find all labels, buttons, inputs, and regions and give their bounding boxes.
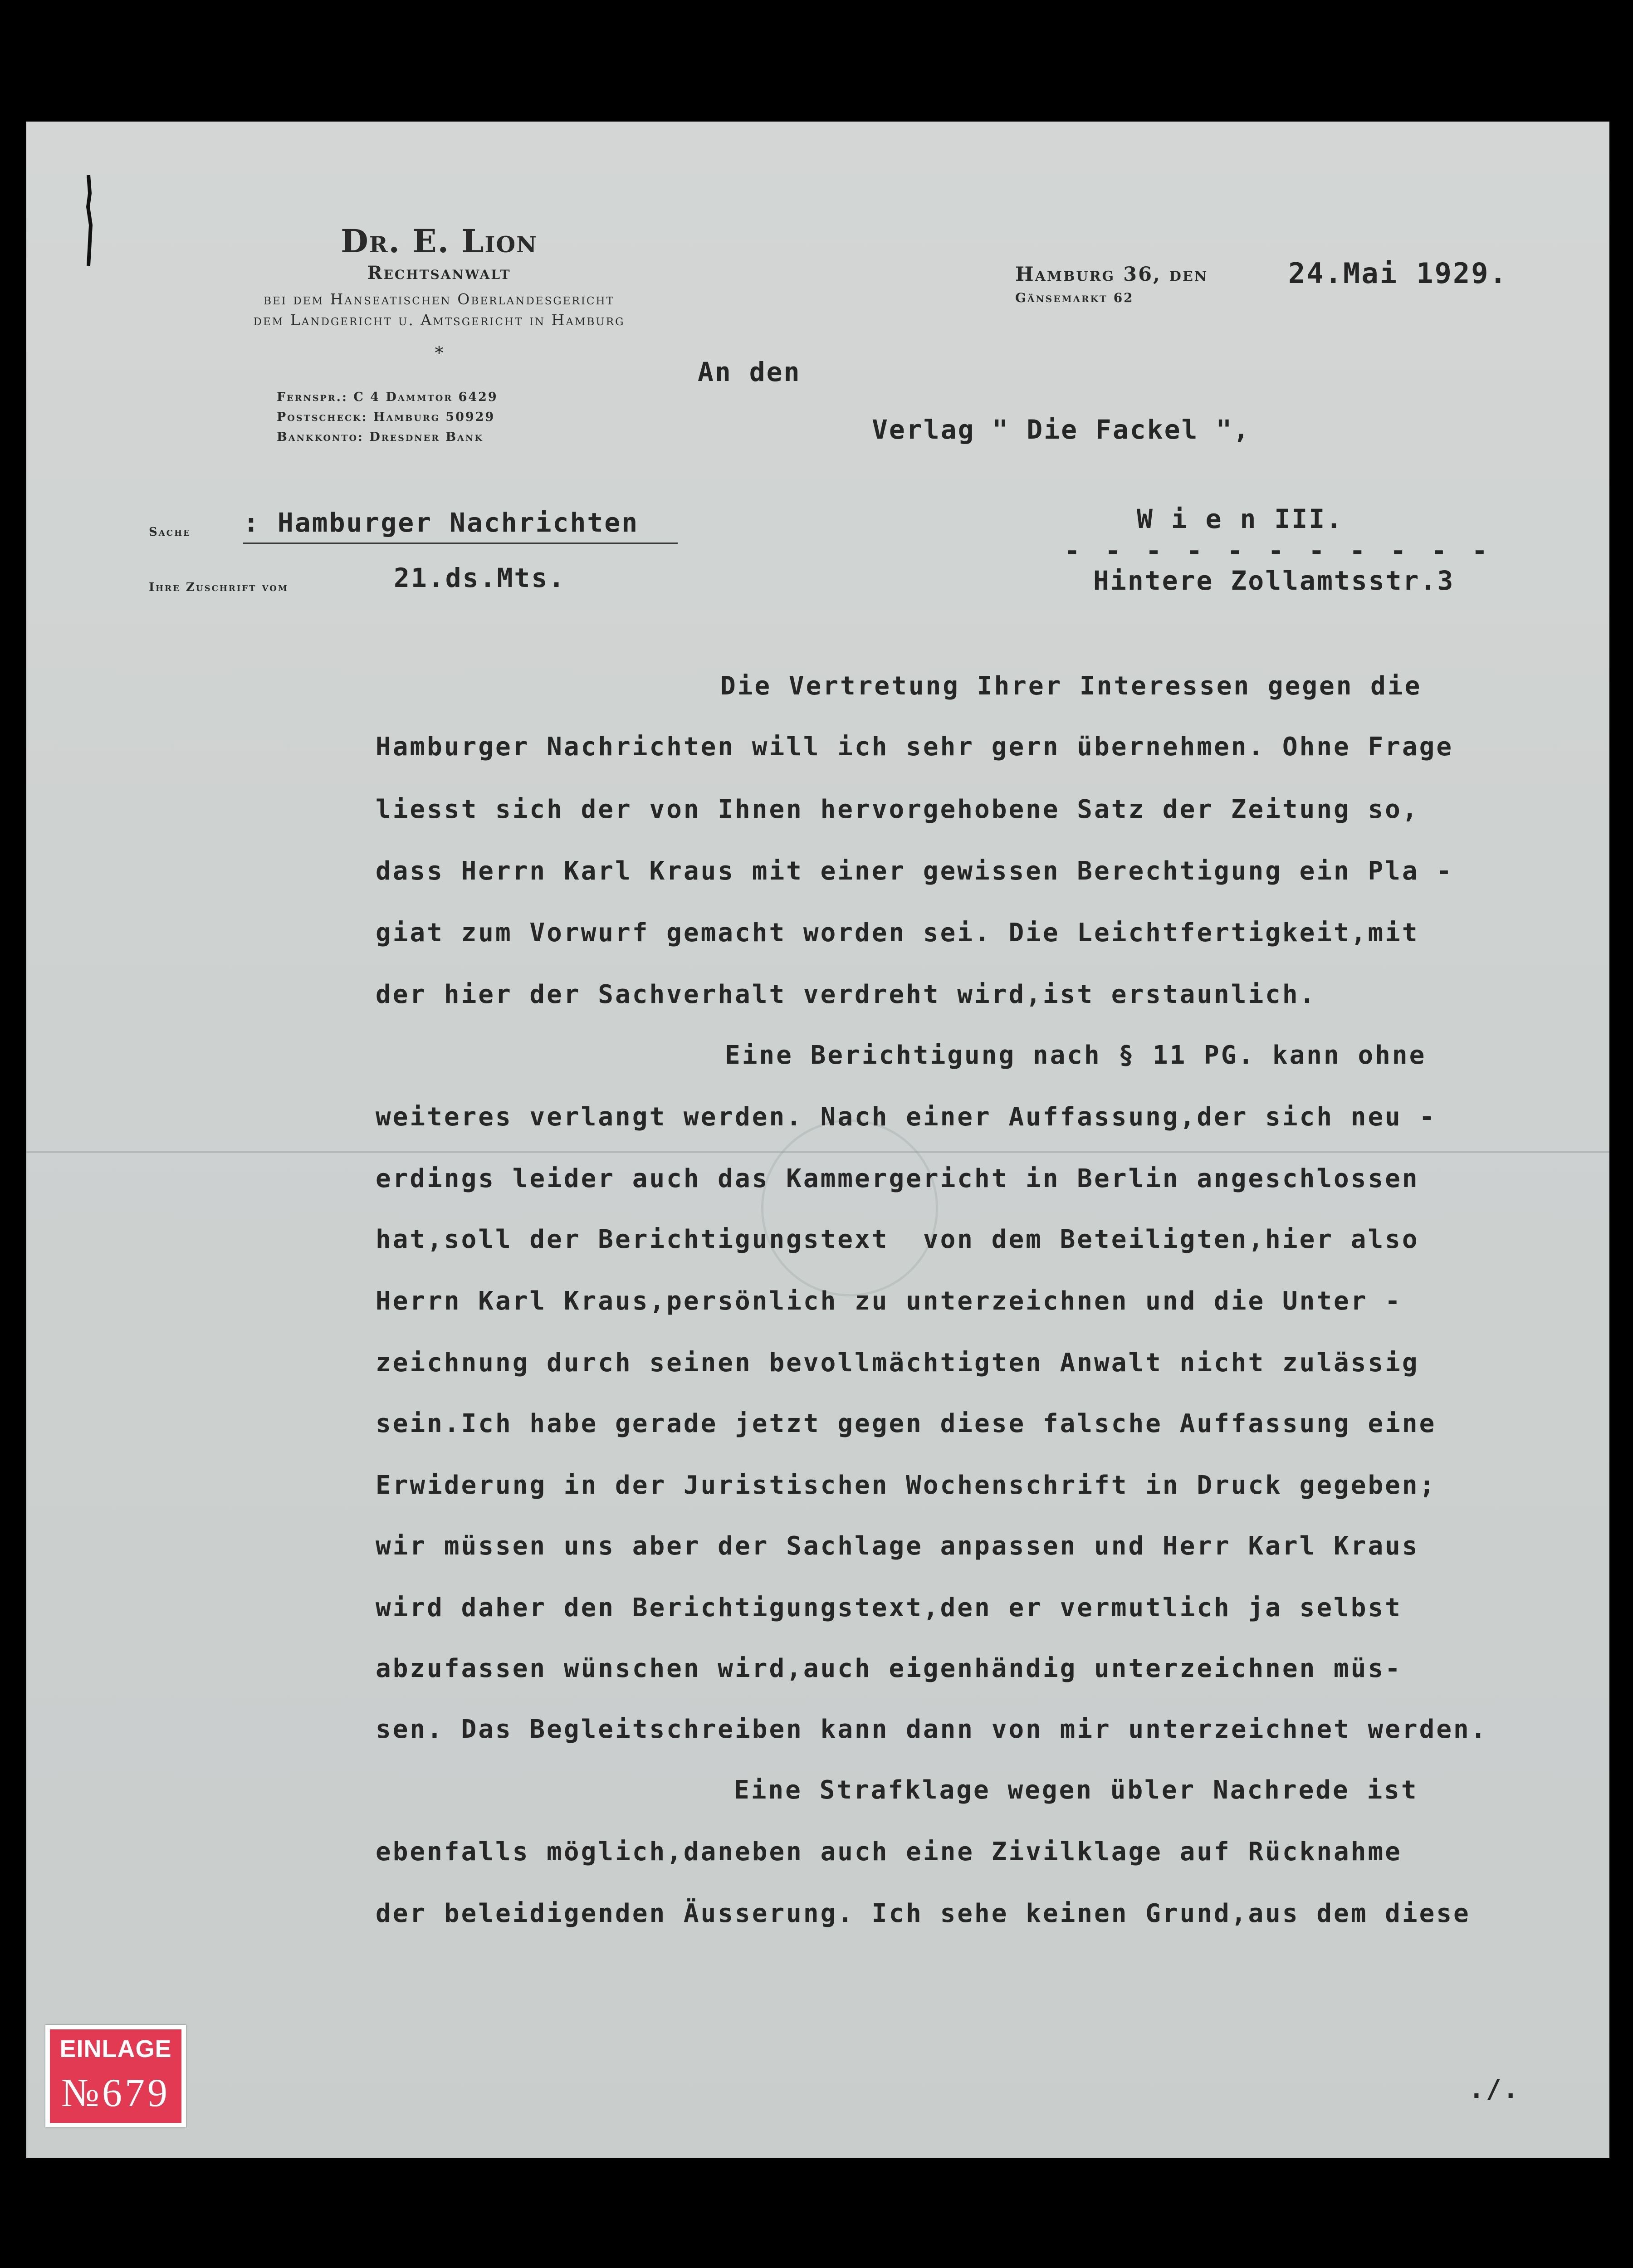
body-line: Erwiderung in der Juristischen Wochenschrift in Druck gegeben; <box>376 1471 1437 1500</box>
body-line: Die Vertretung Ihrer Interessen gegen die <box>720 671 1422 701</box>
body-line: Eine Strafklage wegen übler Nachrede ist <box>734 1775 1418 1805</box>
sender-street: Gänsemarkt 62 <box>1015 290 1134 305</box>
body-line: sen. Das Begleitschreiben kann dann von mir unterzeichnet werden. <box>376 1715 1488 1744</box>
archive-label-inner <box>50 2029 181 2123</box>
recipient-street: Hintere Zollamtsstr.3 <box>1093 565 1455 596</box>
body-line: wir müssen uns aber der Sachlage anpassen und Herr Karl Kraus <box>376 1531 1419 1561</box>
sender-court-line-2: dem Landgericht u. Amtsgericht in Hamburg <box>253 311 625 329</box>
body-line: sein.Ich habe gerade jetzt gegen diese falsche Auffassung eine <box>376 1409 1437 1438</box>
letterhead-star: * <box>435 343 444 363</box>
recipient-dash-rule: - - - - - - - - - - - <box>1064 535 1492 566</box>
subject-text: : Hamburger Nachrichten <box>243 507 639 538</box>
sender-bank: Bankkonto: Dresdner Bank <box>277 430 484 444</box>
letter-sheet <box>26 122 1609 2158</box>
subject-underline <box>243 543 678 544</box>
continuation-mark: ./. <box>1469 2075 1521 2104</box>
sender-name: Dr. E. Lion <box>341 222 538 260</box>
sender-city: Hamburg 36, den <box>1015 263 1208 286</box>
body-line: der beleidigenden Äusserung. Ich sehe keinen Grund,aus dem diese <box>376 1899 1471 1928</box>
archive-label <box>45 2025 186 2127</box>
sender-postcheck: Postscheck: Hamburg 50929 <box>277 410 495 424</box>
body-line: hat,soll der Berichtigungstext von dem Beteiligten,hier also <box>376 1225 1419 1254</box>
reference-date: 21.ds.Mts. <box>394 562 566 593</box>
sender-phone: Fernspr.: C 4 Dammtor 6429 <box>277 390 498 404</box>
letter-date: 24.Mai 1929. <box>1288 257 1508 290</box>
body-line: abzufassen wünschen wird,auch eigenhändig unterzeichnen müs- <box>376 1654 1402 1683</box>
body-line: Herrn Karl Kraus,persönlich zu unterzeichnen und die Unter - <box>376 1286 1402 1316</box>
recipient-name: Verlag " Die Fackel ", <box>872 414 1251 445</box>
sender-court-line-1: bei dem Hanseatischen Oberlandesgericht <box>264 290 615 308</box>
body-line: Eine Berichtigung nach § 11 PG. kann ohne <box>725 1041 1427 1070</box>
sache-label: Sache <box>149 525 191 539</box>
body-line: liesst sich der von Ihnen hervorgehobene Satz der Zeitung so, <box>376 795 1419 824</box>
zuschrift-label: Ihre Zuschrift vom <box>149 581 288 594</box>
body-line: Hamburger Nachrichten will ich sehr gern übernehmen. Ohne Frage <box>376 732 1454 762</box>
salutation-an-den: An den <box>698 357 801 387</box>
archive-label-title: EINLAGE <box>59 2035 172 2063</box>
archive-label-number: №679 <box>61 2071 170 2115</box>
body-line: erdings leider auch das Kammergericht in Berlin angeschlossen <box>376 1164 1419 1193</box>
sender-title: Rechtsanwalt <box>367 262 511 284</box>
body-line: giat zum Vorwurf gemacht worden sei. Die Leichtfertigkeit,mit <box>376 918 1419 948</box>
clip-mark <box>84 175 93 266</box>
body-line: ebenfalls möglich,daneben auch eine Zivilklage auf Rücknahme <box>376 1837 1402 1867</box>
body-line: wird daher den Berichtigungstext,den er vermutlich ja selbst <box>376 1593 1402 1623</box>
body-line: der hier der Sachverhalt verdreht wird,ist erstaunlich. <box>376 980 1317 1009</box>
recipient-city: W i e n III. <box>1137 503 1344 534</box>
body-line: weiteres verlangt werden. Nach einer Auffassung,der sich neu - <box>376 1102 1437 1132</box>
body-line: dass Herrn Karl Kraus mit einer gewissen Berechtigung ein Pla - <box>376 856 1454 886</box>
body-line: zeichnung durch seinen bevollmächtigten Anwalt nicht zulässig <box>376 1348 1419 1378</box>
